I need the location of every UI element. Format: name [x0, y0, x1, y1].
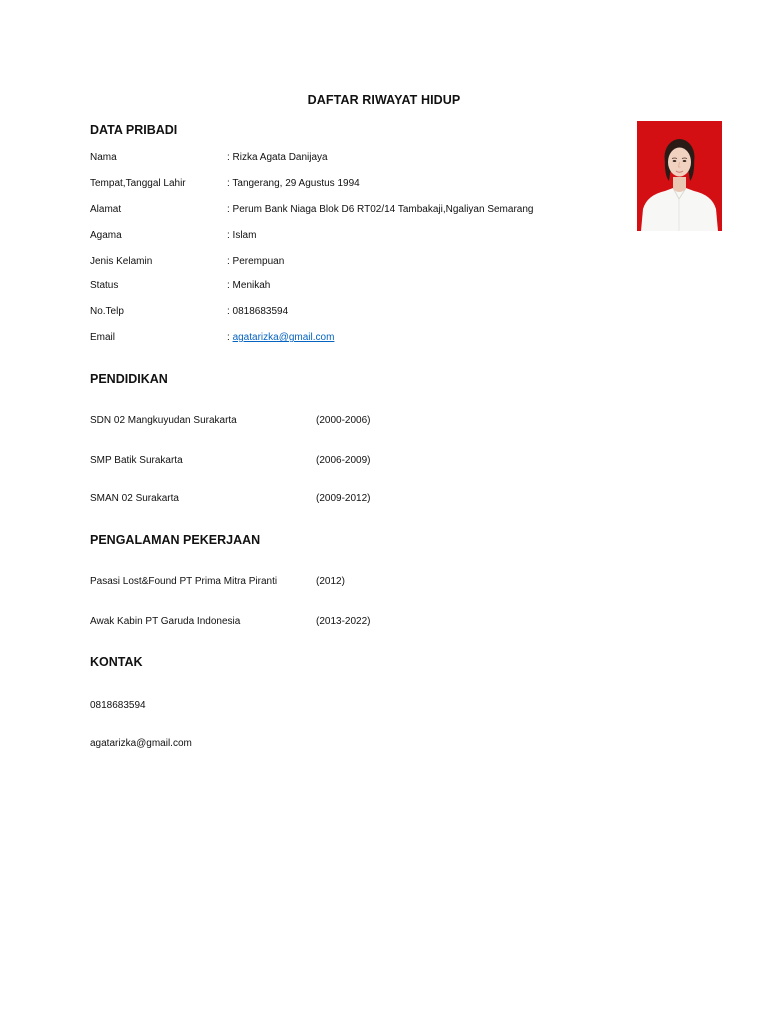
education-years: (2006-2009): [316, 455, 371, 466]
section-heading-personal: DATA PRIBADI: [90, 123, 178, 137]
education-school: SMP Batik Surakarta: [90, 455, 183, 466]
experience-position: Awak Kabin PT Garuda Indonesia: [90, 616, 241, 627]
field-label: Nama: [90, 152, 117, 163]
contact-email: agatarizka@gmail.com: [90, 738, 192, 749]
section-heading-experience: PENGALAMAN PEKERJAAN: [90, 533, 261, 547]
field-value: : Perum Bank Niaga Blok D6 RT02/14 Tambakaji,Ngaliyan Semarang: [227, 204, 534, 215]
education-years: (2000-2006): [316, 415, 371, 426]
email-prefix: :: [227, 332, 233, 343]
experience-years: (2013-2022): [316, 616, 371, 627]
field-value: : Menikah: [227, 280, 271, 291]
field-label: Status: [90, 280, 119, 291]
experience-years: (2012): [316, 576, 345, 587]
education-school: SDN 02 Mangkuyudan Surakarta: [90, 415, 237, 426]
field-value: : Tangerang, 29 Agustus 1994: [227, 178, 360, 189]
field-value: : 0818683594: [227, 306, 289, 317]
education-school: SMAN 02 Surakarta: [90, 493, 179, 504]
field-value: : Perempuan: [227, 256, 285, 267]
document-title: DAFTAR RIWAYAT HIDUP: [307, 93, 461, 107]
field-value: : Rizka Agata Danijaya: [227, 152, 328, 163]
section-heading-contact: KONTAK: [90, 655, 143, 669]
email-link[interactable]: agatarizka@gmail.com: [232, 332, 335, 343]
field-label: Agama: [90, 230, 122, 241]
field-label: No.Telp: [90, 306, 124, 317]
experience-position: Pasasi Lost&Found PT Prima Mitra Piranti: [90, 576, 278, 587]
portrait-illustration: [637, 121, 722, 231]
section-heading-education: PENDIDIKAN: [90, 372, 168, 386]
field-label: Email: [90, 332, 116, 343]
profile-photo: [637, 121, 722, 231]
field-label: Jenis Kelamin: [90, 256, 153, 267]
contact-phone: 0818683594: [90, 700, 146, 711]
field-value: : Islam: [227, 230, 257, 241]
field-label: Tempat,Tanggal Lahir: [90, 178, 186, 189]
field-value: [227, 332, 334, 344]
field-label: Alamat: [90, 204, 122, 215]
education-years: (2009-2012): [316, 493, 371, 504]
